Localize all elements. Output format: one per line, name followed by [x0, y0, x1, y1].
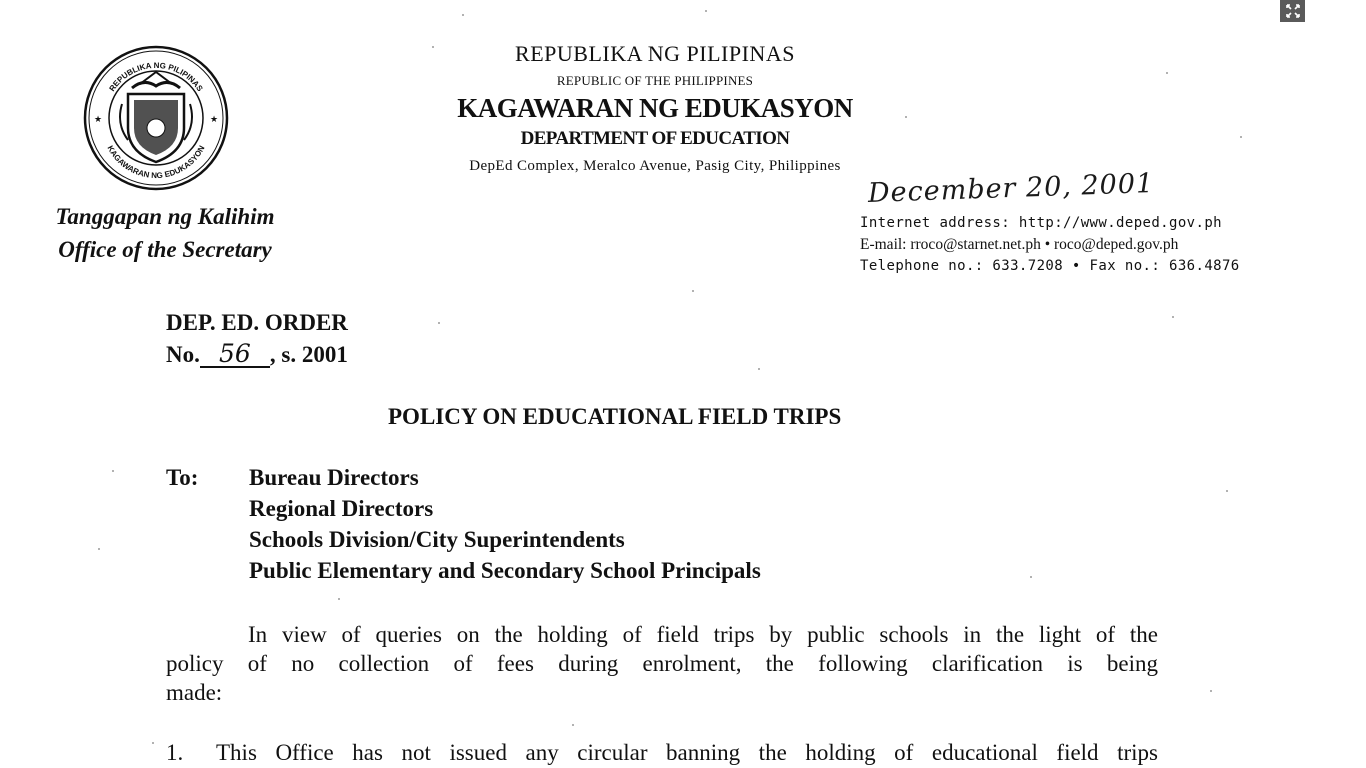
expand-button[interactable]	[1280, 0, 1305, 22]
department-filipino: KAGAWARAN NG EDUKASYON	[457, 93, 853, 123]
scan-speck	[98, 548, 100, 550]
svg-text:★: ★	[94, 114, 103, 124]
handwritten-date: December 20, 2001	[867, 168, 1155, 209]
scan-speck	[1210, 690, 1212, 692]
scan-speck	[152, 742, 154, 744]
order-series: , s. 2001	[269, 342, 348, 367]
republic-filipino: REPUBLIKA NG PILIPINAS	[515, 41, 795, 66]
internet-address: Internet address: http://www.deped.gov.ph	[860, 215, 1222, 231]
scan-speck	[705, 10, 707, 12]
scan-speck	[432, 46, 434, 48]
order-no-prefix: No.	[166, 342, 200, 367]
recipient: Regional Directors	[249, 496, 434, 521]
scan-speck	[438, 322, 440, 324]
scan-speck	[112, 470, 114, 472]
item-text: This Office has not issued any circular banning the holding of educational field trips	[216, 740, 1158, 765]
body-intro-line: In view of queries on the holding of field trips by public schools in the light of the	[248, 622, 1158, 647]
scan-speck	[1030, 576, 1032, 578]
scan-speck	[572, 724, 574, 726]
scan-speck	[1226, 490, 1228, 492]
order-title: DEP. ED. ORDER	[166, 310, 348, 335]
svg-text:KAGAWARAN NG EDUKASYON: KAGAWARAN NG EDUKASYON	[105, 144, 207, 181]
scan-speck	[692, 290, 694, 292]
recipient: Schools Division/City Superintendents	[249, 527, 625, 552]
recipient: Bureau Directors	[249, 465, 419, 490]
office-filipino: Tanggapan ng Kalihim	[55, 204, 275, 229]
scan-speck	[1172, 316, 1174, 318]
order-number: 56	[200, 342, 270, 368]
scan-speck	[338, 598, 340, 600]
department-address: DepEd Complex, Meralco Avenue, Pasig City, Philippines	[469, 158, 841, 174]
document-subject: POLICY ON EDUCATIONAL FIELD TRIPS	[388, 404, 842, 429]
expand-icon	[1286, 4, 1300, 18]
svg-text:REPUBLIKA NG PILIPINAS: REPUBLIKA NG PILIPINAS	[107, 60, 205, 94]
telephone-fax: Telephone no.: 633.7208 • Fax no.: 636.4876	[860, 258, 1240, 274]
office-english: Office of the Secretary	[58, 237, 272, 262]
scan-speck	[758, 368, 760, 370]
svg-text:★: ★	[210, 114, 219, 124]
order-number-line	[166, 339, 348, 368]
scan-speck	[462, 14, 464, 16]
scan-speck	[1240, 136, 1242, 138]
to-label: To:	[166, 465, 199, 490]
scan-speck	[1166, 72, 1168, 74]
item-number: 1.	[166, 740, 184, 765]
body-intro-line: made:	[166, 680, 223, 705]
republic-english: REPUBLIC OF THE PHILIPPINES	[556, 73, 754, 88]
department-english: DEPARTMENT OF EDUCATION	[520, 128, 790, 149]
scan-speck	[905, 116, 907, 118]
body-intro-line: policy of no collection of fees during enrolment, the following clarification is being	[166, 651, 1158, 676]
email-address: E-mail: rroco@starnet.net.ph • roco@deped.gov.ph	[860, 236, 1179, 253]
recipient: Public Elementary and Secondary School Principals	[249, 558, 761, 583]
deped-seal-logo	[82, 44, 230, 192]
